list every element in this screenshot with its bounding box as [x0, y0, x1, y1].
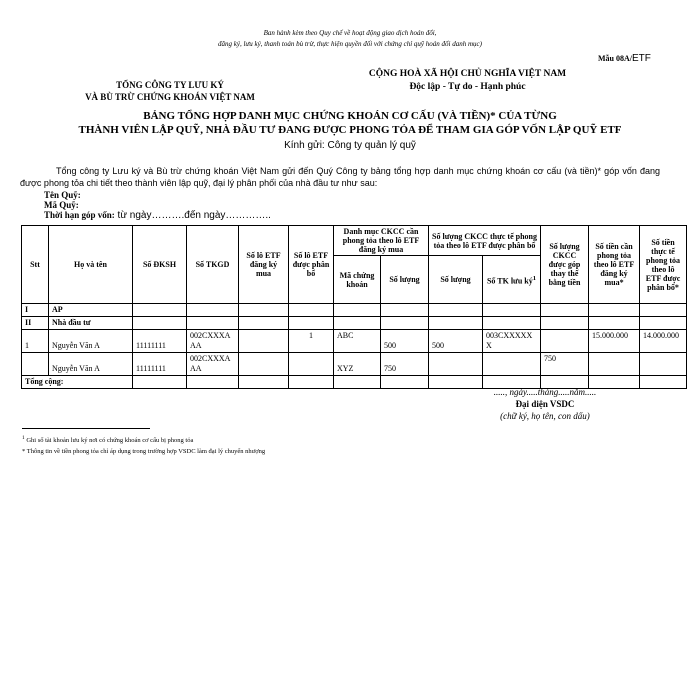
col-stt: Stt	[22, 226, 49, 304]
document-title	[20, 109, 680, 137]
section-row-investor: II Nhà đầu tư	[22, 317, 687, 330]
col-group-portfolio: Danh mục CKCC cần phong tỏa theo lô ETF đăng ký mua	[334, 226, 429, 256]
fund-fields	[44, 190, 271, 221]
fund-code-label: Mã Quỹ:	[44, 200, 79, 210]
regulation-note-line1: Ban hành kèm theo Quy chế về hoạt động giao dịch hoán đổi,	[263, 29, 437, 37]
footnote-1: $^1$ Ghi số tài khoản lưu ký nơi có chứng khoán cơ cấu bị phong tỏa	[22, 435, 194, 445]
col-quantity-actual: Số lượng	[429, 256, 483, 304]
col-lots-allocated: Số lô ETF được phân bổ	[289, 226, 334, 304]
title-line1: BẢNG TỔNG HỢP DANH MỤC CHỨNG KHOÁN CƠ CẤU (VÀ TIỀN)* CỦA TỪNG	[143, 110, 557, 122]
col-cash-substitute: Số lượng CKCC được góp thay thế bằng tiền	[541, 226, 589, 304]
total-row: Tổng cộng:	[22, 376, 687, 389]
signature-title: Đại diện VSDC	[515, 399, 575, 409]
table-row: Nguyễn Văn A 11111111 002CXXXAAA XYZ 750 750	[22, 353, 687, 376]
national-header	[345, 68, 590, 94]
col-name: Họ và tên	[49, 226, 133, 304]
section-row-ap: I AP	[22, 304, 687, 317]
nation-name: CỘNG HOÀ XÃ HỘI CHỦ NGHĨA VIỆT NAM	[368, 69, 567, 79]
org-line2: VÀ BÙ TRỪ CHỨNG KHOÁN VIỆT NAM	[85, 92, 255, 102]
regulation-note-line2: đăng ký, lưu ký, thanh toán bù trừ, thực hiện quyền đối với chứng chỉ quỹ hoán đổi danh mục)	[218, 40, 482, 48]
recipient-line: Kính gửi: Công ty quản lý quỹ	[284, 140, 416, 151]
fund-name-label: Tên Quỹ:	[44, 190, 81, 200]
intro-paragraph: Tổng công ty Lưu ký và Bù trừ chứng khoán Việt Nam gửi đến Quý Công ty bảng tổng hợp danh mục chứng khoán cơ cấu (và tiền)* góp vốn đang được phong tỏa chi tiết theo thành viên lập quỹ, đại lý phân phối của nhà đầu tư như sau:	[20, 166, 660, 188]
blocked-securities-table	[21, 225, 687, 389]
col-dksh: Số ĐKSH	[133, 226, 187, 304]
signature-date: ....., ngày.....tháng.....năm.....	[493, 387, 597, 397]
footnotes	[22, 433, 265, 457]
col-custody-account: Số TK lưu $ký^1$	[483, 256, 541, 304]
col-cash-actual: Số tiền thực tế phong tỏa theo lô ETF được phân bổ*	[640, 226, 687, 304]
contribution-period: Thời hạn góp vốn: từ ngày……….đến ngày…………..	[44, 210, 271, 221]
col-lots-registered: Số lô ETF đăng ký mua	[239, 226, 289, 304]
form-number: Mẫu 08A/ETF	[598, 53, 651, 64]
col-tkgd: Số TKGD	[187, 226, 239, 304]
table-row: 1 Nguyễn Văn A 11111111 002CXXXAAA 1 ABC 500 500 003CXXXXXX 15.000.000 14.000.000	[22, 330, 687, 353]
signature-note: (chữ ký, họ tên, con dấu)	[500, 411, 590, 421]
nation-motto: Độc lập - Tự do - Hạnh phúc	[409, 82, 526, 92]
col-security-code: Mã chứng khoán	[334, 256, 381, 304]
regulation-note	[0, 28, 700, 50]
org-line1: TỔNG CÔNG TY LƯU KÝ	[116, 80, 224, 90]
col-group-actual: Số lượng CKCC thực tế phong tỏa theo lô ETF được phân bổ	[429, 226, 541, 256]
organization-header	[70, 79, 270, 103]
title-line2: THÀNH VIÊN LẬP QUỸ, NHÀ ĐẦU TƯ ĐANG ĐƯỢC PHONG TỎA ĐỂ THAM GIA GÓP VỐN LẬP QUỸ ETF	[78, 124, 622, 136]
footnote-divider	[22, 428, 150, 429]
signature-block	[460, 386, 630, 422]
col-cash-required: Số tiền cần phong tỏa theo lô ETF đăng ký mua*	[589, 226, 640, 304]
col-quantity: Số lượng	[381, 256, 429, 304]
footnote-2: * Thông tin về tiền phong tỏa chỉ áp dụng trong trường hợp VSDC làm đại lý chuyển nhượng	[22, 448, 266, 456]
